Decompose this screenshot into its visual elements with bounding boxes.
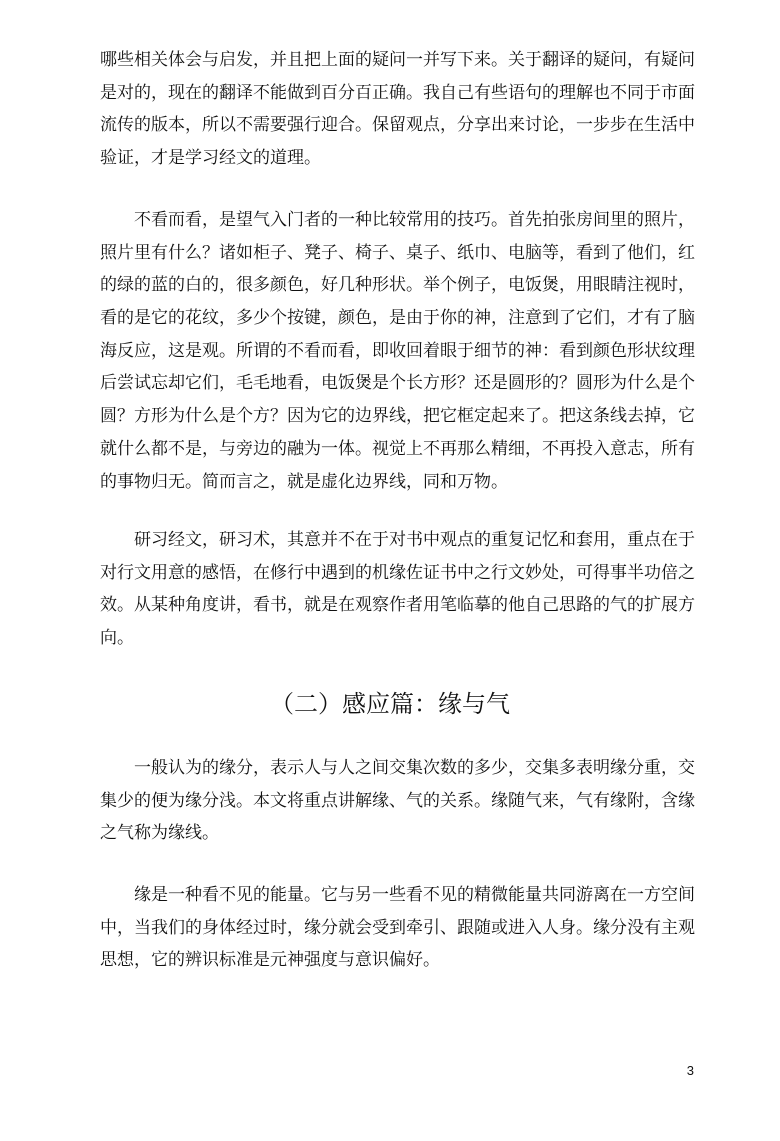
section-heading: （二）感应篇：缘与气 (270, 690, 510, 718)
text-line: 哪些相关体会与启发，并且把上面的疑问一并写下来。关于翻译的疑问，有疑问 (100, 50, 695, 70)
text-line: 就什么都不是，与旁边的融为一体。视觉上不再那么精细，不再投入意志，所有 (100, 438, 695, 459)
paragraph-4 (100, 752, 694, 850)
text-line: 一般认为的缘分，表示人与人之间交集次数的多少，交集多表明缘分重，交 (100, 758, 695, 778)
text-line: 是对的，现在的翻译不能做到百分百正确。我自己有些语句的理解也不同于市面 (100, 82, 695, 103)
text-line: 照片里有什么？诸如柜子、凳子、椅子、桌子、纸巾、电脑等，看到了他们，红 (100, 242, 695, 263)
text-line: 不看而看，是望气入门者的一种比较常用的技巧。首先拍张房间里的照片， (100, 210, 695, 230)
text-line: 研习经文，研习术，其意并不在于对书中观点的重复记忆和套用，重点在于 (100, 530, 695, 550)
page-number: 3 (686, 1063, 694, 1078)
text-line: 海反应，这是观。所谓的不看而看，即收回着眼于细节的神：看到颜色形状纹理 (100, 340, 695, 361)
paragraph-5 (100, 879, 694, 977)
paragraph-2 (100, 204, 694, 498)
text-line: 对行文用意的感悟，在修行中遇到的机缘佐证书中之行文妙处，可得事半功倍之 (100, 562, 695, 583)
text-line: 效。从某种角度讲，看书，就是在观察作者用笔临摹的他自己思路的气的扩展方 (100, 595, 695, 616)
text-line: 验证，才是学习经文的道理。 (100, 148, 321, 169)
paragraph-1 (100, 44, 694, 175)
text-line: 的绿的蓝的白的，很多颜色，好几种形状。举个例子，电饭煲，用眼睛注视时， (100, 275, 695, 296)
text-line: 向。 (100, 628, 134, 649)
text-line: 圆？方形为什么是个方？因为它的边界线，把它框定起来了。把这条线去掉，它 (100, 406, 695, 427)
paragraph-3 (100, 524, 694, 655)
text-line: 思想，它的辨识标准是元神强度与意识偏好。 (100, 950, 440, 971)
text-line: 缘是一种看不见的能量。它与另一些看不见的精微能量共同游离在一方空间 (100, 885, 695, 905)
text-line: 中，当我们的身体经过时，缘分就会受到牵引、跟随或进入人身。缘分没有主观 (100, 917, 695, 938)
text-line: 后尝试忘却它们，毛毛地看，电饭煲是个长方形？还是圆形的？圆形为什么是个 (100, 373, 695, 394)
text-line: 的事物归无。简而言之，就是虚化边界线，同和万物。 (100, 471, 508, 492)
text-line: 之气称为缘线。 (100, 823, 219, 844)
text-line: 流传的版本，所以不需要强行迎合。保留观点，分享出来讨论，一步步在生活中 (100, 115, 695, 136)
text-line: 集少的便为缘分浅。本文将重点讲解缘、气的关系。缘随气来，气有缘附，含缘 (100, 790, 695, 811)
text-line: 看的是它的花纹，多少个按键，颜色，是由于你的神，注意到了它们，才有了脑 (100, 308, 695, 329)
